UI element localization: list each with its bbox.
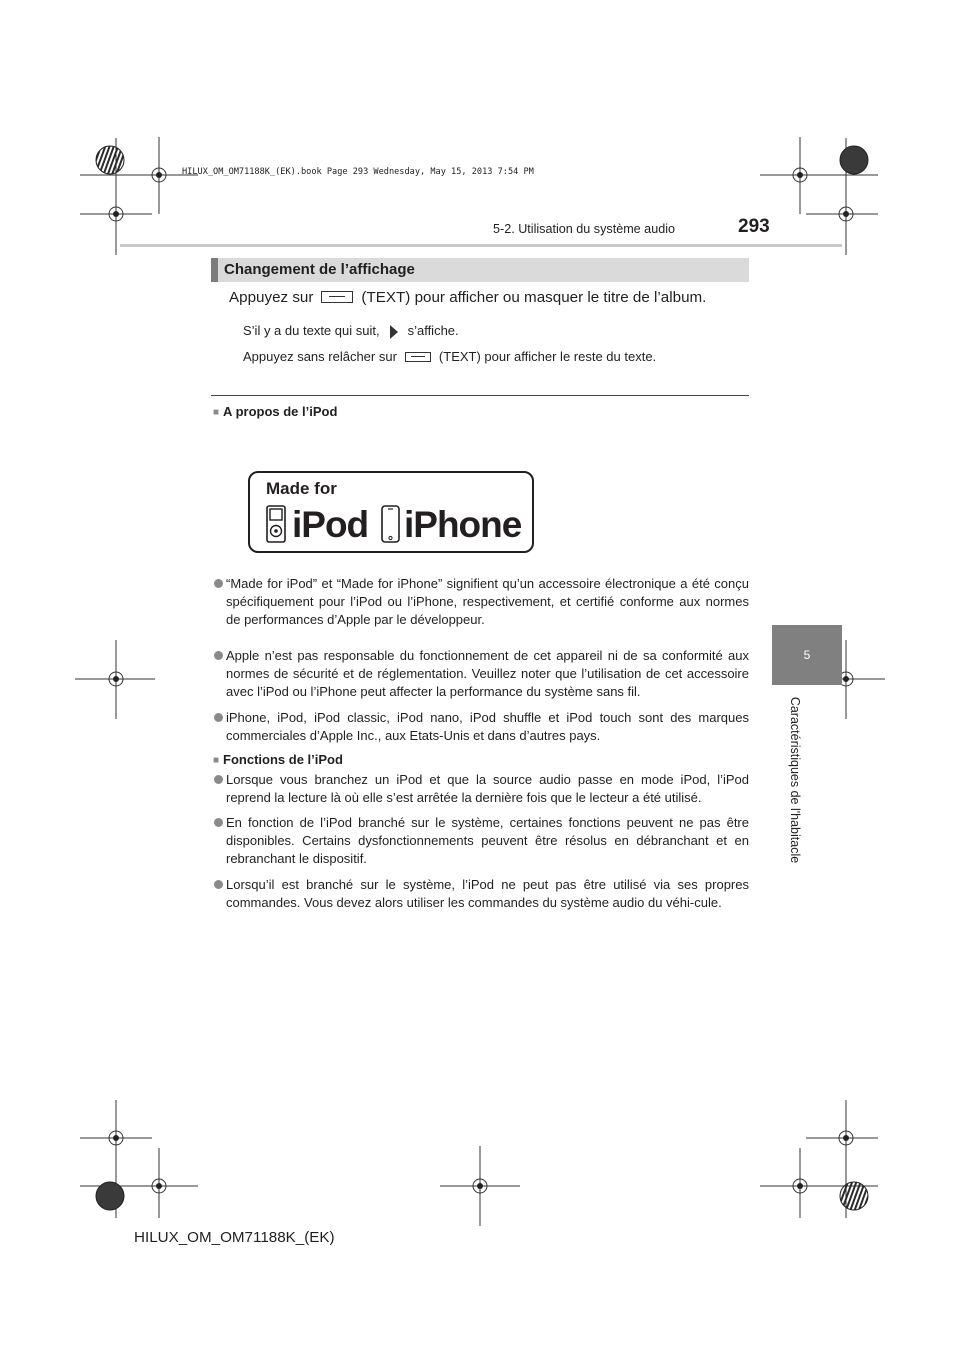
made-for-ipod-iphone-badge (248, 471, 534, 553)
section-heading-bar (211, 258, 218, 282)
note-line-2 (243, 349, 656, 364)
header-rule (120, 244, 842, 247)
note1-before: S’il y a du texte qui suit, (243, 323, 380, 338)
section-divider (211, 395, 749, 396)
section-title: 5-2. Utilisation du système audio (493, 222, 676, 236)
list-item-text: Apple n’est pas responsable du fonctionnement de cet appareil ni de sa conformité aux normes de sécurité et de réglementation. Veuillez noter que l’utilisation de cet accessoire avec l’iPod ou l’iPhone peut affecter la performance du système sans fil. (226, 648, 749, 699)
list-item (226, 575, 749, 629)
bullet-dot-icon (214, 713, 223, 722)
bullet-dot-icon (214, 775, 223, 784)
footer-code: HILUX_OM_OM71188K_(EK) (134, 1229, 335, 1246)
ipod-device-icon (266, 505, 286, 543)
list-item (226, 647, 749, 701)
chapter-label: Caractéristiques de l'habitacle (788, 696, 802, 864)
list-item (226, 771, 749, 807)
list-item-text: En fonction de l’iPod branché sur le système, certaines fonctions peuvent ne pas être disponibles. Certains dysfonctionnements peuvent être résolus en débranchant et en rebranchant le dispositif. (226, 815, 749, 866)
page-number: 293 (738, 216, 770, 237)
list-item-text: Lorsque vous branchez un iPod et que la source audio passe en mode iPod, l’iPod reprend la lecture là où elle s’est arrêtée la dernière fois que le lecteur a été utilisé. (226, 772, 749, 805)
list-item-text: “Made for iPod” et “Made for iPhone” signifient qu’un accessoire électronique a été conçu spécifiquement pour l’iPod ou l’iPhone, respectivement, et certifié conforme aux normes de performances d’Apple par le développeur. (226, 576, 749, 627)
note2-before: Appuyez sans relâcher sur (243, 349, 397, 364)
subheading-ipod-functions: ■ Fonctions de l’iPod (213, 752, 343, 767)
list-item-text: Lorsqu’il est branché sur le système, l’iPod ne peut pas être utilisé via ses propres commandes. Vous devez alors utiliser les commandes du système audio du véhi-cule. (226, 877, 749, 910)
chapter-tab (772, 625, 842, 685)
book-stamp: HILUX_OM_OM71188K_(EK).book Page 293 Wednesday, May 15, 2013 7:54 PM (182, 167, 534, 177)
subheading-about-ipod: ■ A propos de l’iPod (213, 404, 337, 419)
badge-made-for: Made for (266, 479, 337, 498)
text-button-icon (321, 291, 353, 303)
note-line-1 (243, 323, 459, 339)
chapter-caption (745, 690, 845, 870)
note1-after: s’affiche. (407, 323, 459, 338)
badge-iphone: iPhone (404, 504, 522, 545)
text-button-icon (405, 352, 431, 362)
section-heading: Changement de l’affichage (224, 261, 415, 278)
note2-after: (TEXT) pour afficher le reste du texte. (438, 349, 657, 364)
chapter-number: 5 (803, 648, 811, 662)
bullet-dot-icon (214, 818, 223, 827)
list-item (226, 876, 749, 912)
instruction-before: Appuyez sur (229, 289, 314, 306)
iphone-device-icon (381, 505, 400, 543)
arrow-right-icon (390, 325, 398, 339)
bullet-dot-icon (214, 880, 223, 889)
bullet-dot-icon (214, 579, 223, 588)
instruction (229, 289, 706, 306)
list-item (226, 814, 749, 868)
list-item-text: iPhone, iPod, iPod classic, iPod nano, iPod shuffle et iPod touch sont des marques commerciales d’Apple Inc., aux Etats-Unis et dans d’autres pays. (226, 710, 749, 743)
badge-ipod: iPod (292, 504, 369, 545)
list-item (226, 709, 749, 745)
instruction-after: (TEXT) pour afficher ou masquer le titre de l’album. (361, 289, 707, 306)
bullet-dot-icon (214, 651, 223, 660)
